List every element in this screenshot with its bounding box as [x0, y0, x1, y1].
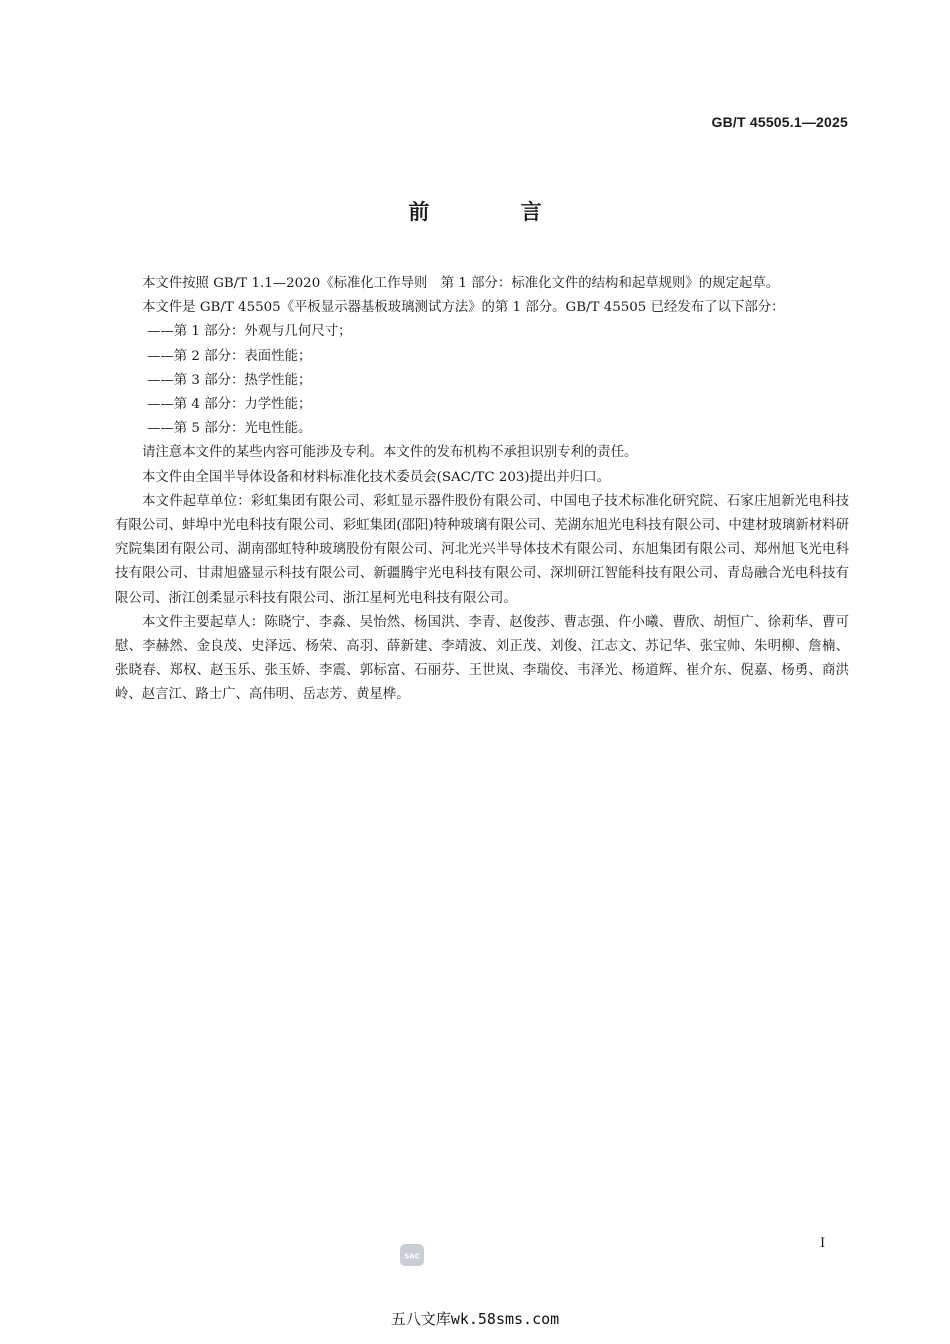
page-title: 前 言: [408, 200, 584, 224]
paragraph-drafting-units: 本文件起草单位：彩虹集团有限公司、彩虹显示器件股份有限公司、中国电子技术标准化研究院、石家庄旭新光电科技有限公司、蚌埠中光电科技有限公司、彩虹集团(邵阳)特种玻璃有限公司、芜湖东旭光电科技有限公司、中建材玻璃新材料研究院集团有限公司、湖南邵虹特种玻璃股份有限公司、河北光兴半导体技术有限公司、东旭集团有限公司、郑州旭飞光电科技有限公司、甘肃旭盛显示科技有限公司、新疆腾宇光电科技有限公司、深圳研江智能科技有限公司、青岛融合光电科技有限公司、浙江创柔显示科技有限公司、浙江星柯光电科技有限公司。: [115, 493, 849, 606]
page-number: I: [820, 1236, 826, 1251]
paragraph-drafters: 本文件主要起草人：陈晓宁、李淼、吴怡然、杨国洪、李青、赵俊莎、曹志强、仵小曦、曹欣、胡恒广、徐莉华、曹可慰、李赫然、金良茂、史泽远、杨荣、高羽、薛新建、李靖波、刘正茂、刘俊、江志文、苏记华、张宝帅、朱明柳、詹楠、张晓春、郑权、赵玉乐、张玉娇、李震、郭标富、石丽芬、王世岚、李瑞佼、韦泽光、杨道辉、崔介东、倪嘉、杨勇、商洪岭、赵言江、路士广、高伟明、岳志芳、黄星桦。: [115, 614, 849, 703]
sac-logo-icon: [399, 1243, 425, 1267]
paragraph-proposer: 本文件由全国半导体设备和材料标准化技术委员会(SAC/TC 203)提出并归口。: [142, 469, 610, 485]
list-item: ——第 3 部分：热学性能；: [147, 372, 312, 388]
list-item: ——第 1 部分：外观与几何尺寸；: [147, 324, 352, 340]
paragraph-patent-notice: 请注意本文件的某些内容可能涉及专利。本文件的发布机构不承担识别专利的责任。: [142, 445, 638, 461]
paragraph-series-intro: 本文件是 GB/T 45505《平板显示器基板玻璃测试方法》的第 1 部分。GB/T 45505 已经发布了以下部分：: [142, 300, 785, 316]
list-item: ——第 4 部分：力学性能；: [147, 397, 312, 413]
standard-code: GB/T 45505.1—2025: [711, 114, 848, 130]
foreword-body: [115, 272, 849, 708]
list-item: ——第 5 部分：光电性能。: [147, 421, 312, 437]
paragraph-drafting-rules: 本文件按照 GB/T 1.1—2020《标准化工作导则 第 1 部分：标准化文件的结构和起草规则》的规定起草。: [142, 276, 780, 291]
sac-logo-text: SAC: [404, 1252, 420, 1261]
list-item: ——第 2 部分：表面性能；: [147, 348, 312, 364]
watermark: 五八文库wk.58sms.com: [390, 1310, 560, 1328]
